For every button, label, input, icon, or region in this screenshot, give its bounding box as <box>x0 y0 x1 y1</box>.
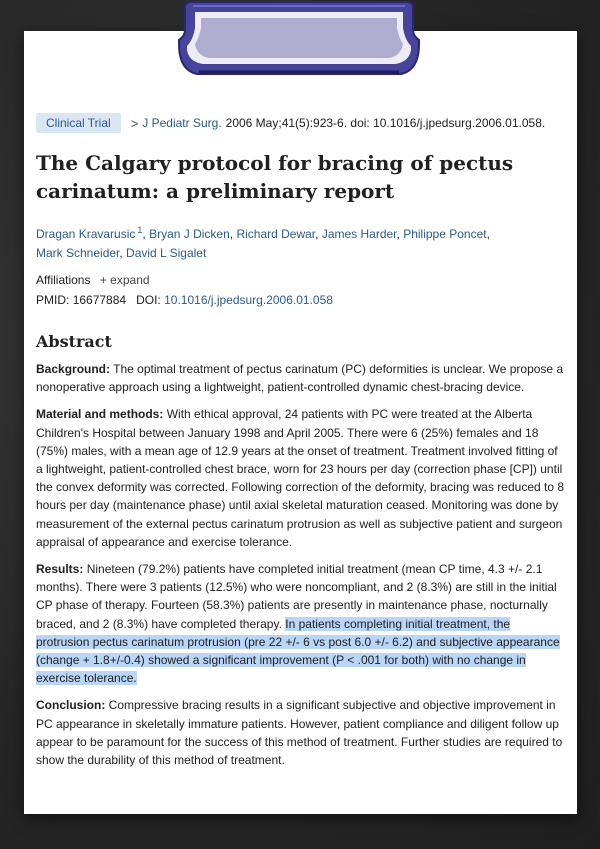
article-type-badge: Clinical Trial <box>36 113 121 133</box>
author-link[interactable]: Richard Dewar <box>236 227 316 241</box>
conclusion-label: Conclusion: <box>36 698 106 713</box>
identifiers-row <box>36 291 566 310</box>
author-list: Dragan Kravarusic $^1$, Bryan J Dicken, Richard Dewar, James Harder, Philippe Poncet, Mark Schneider, David L Sigalet <box>36 225 490 260</box>
results-label: Results: <box>36 562 84 577</box>
background-label: Background: <box>36 362 111 376</box>
pmid-label: PMID: <box>36 293 70 307</box>
abstract-background <box>36 360 566 396</box>
article-content <box>36 113 566 769</box>
background-text: The optimal treatment of pectus carinatum (PC) deformities is unclear. We propose a nonoperative approach using a lightweight, patient-controlled dynamic chest-bracing device. <box>36 362 564 395</box>
citation-text: 2006 May;41(5):923-6. doi: 10.1016/j.jpedsurg.2006.01.058. <box>225 116 546 130</box>
article-title: The Calgary protocol for bracing of pectus carinatum: a preliminary report <box>36 151 514 203</box>
abstract-methods <box>36 405 566 551</box>
citation-line <box>36 113 566 133</box>
doi-link[interactable]: 10.1016/j.jpedsurg.2006.01.058 <box>164 293 333 307</box>
doi-label: DOI: <box>136 293 161 307</box>
document-page <box>24 31 577 814</box>
author-link[interactable]: Bryan J Dicken <box>149 227 230 241</box>
conclusion-text: Compressive bracing results in a significant subjective and objective improvement in PC appearance in skeletally immature patients. However, patient compliance and diligent follow up appear to be paramount for the success of this method of treatment. Further studies are required to show the durability of this method of treatment. <box>36 698 563 768</box>
affiliations-row <box>36 271 566 290</box>
abstract-heading: Abstract <box>36 332 112 351</box>
affiliations-expand-button[interactable]: + expand <box>99 273 150 287</box>
results-text: Nineteen (79.2%) patients have completed initial treatment (mean CP time, 4.3 +/- 2.1 months). There were 3 patients (12.5%) who were noncompliant, and 2 (8.3%) are still in the initial CP phase of therapy. Fourteen (58.3%) patients are presently in maintenance phase, nocturnally braced, and 2 (8.3%) have completed therapy. <box>36 562 557 631</box>
clipboard-clip <box>175 0 423 78</box>
author-link[interactable]: Mark Schneider <box>36 246 120 260</box>
affiliation-sup[interactable]: 1 <box>137 225 143 235</box>
affiliations-label: Affiliations <box>36 273 91 287</box>
pmid-value: 16677884 <box>72 293 127 307</box>
author-link[interactable]: David L Sigalet <box>126 246 207 260</box>
chevron-right-icon: > <box>130 115 139 131</box>
author-link[interactable]: Dragan Kravarusic <box>36 227 136 241</box>
abstract-results <box>36 560 566 687</box>
results-highlighted-text: In patients completing initial treatment, the protrusion pectus carinatum protrusion (pre 22 +/- 6 vs post 6.0 +/- 6.2) and subjective appearance (change + 1.8+/-0.4) showed a significant improvement (P < .001 for both) with no change in exercise tolerance. <box>36 616 560 686</box>
author-link[interactable]: Philippe Poncet <box>403 227 487 241</box>
journal-link[interactable]: J Pediatr Surg. <box>142 116 222 130</box>
abstract-conclusion <box>36 696 566 769</box>
methods-label: Material and methods: <box>36 407 164 422</box>
author-link[interactable]: James Harder <box>321 227 397 241</box>
methods-text: With ethical approval, 24 patients with PC were treated at the Alberta Children's Hospital between January 1998 and April 2005. There were 6 (25%) females and 18 (75%) males, with a mean age of 12.9 years at the onset of treatment. Treatment involved fitting of a lightweight, patient-controlled chest brace, worn for 23 hours per day (correction phase [CP]) until the convex deformity was corrected. Following correction of the deformity, bracing was reduced to 8 hours per day (maintenance phase) until axial skeletal maturation ceased. Monitoring was done by measurement of the external pectus carinatum protrusion as well as subjective patient and surgeon appraisal of appearance and exercise tolerance. <box>36 407 565 549</box>
